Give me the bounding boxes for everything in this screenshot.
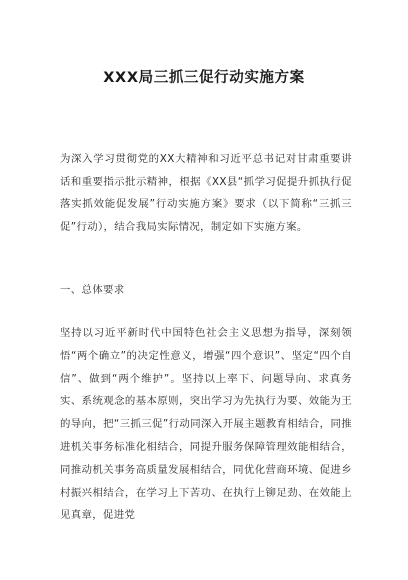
section-body-general-requirements: 坚持以习近平新时代中国特色社会主义思想为指导，深刻领悟“两个确立”的决定性意义，增强“四个意识”、坚定“四个自信”、做到“两个维护”。坚持以上率下、问题导向、求真务实、系统观念的基本原则，突出学习为先执行为要、效能为王的导向，把“三抓三促”行动同深入开展主题教育相结合，同推进机关事务标准化相结合，同提升服务保障管理效能相结合，同推动机关事务高质量发展相结合，同优化营商环境、促进乡村振兴相结合，在学习上下苦功、在执行上铆足劲、在效能上见真章，促进党 [60,327,352,522]
intro-paragraph: 为深入学习贯彻党的XX大精神和习近平总书记对甘肃重要讲话和重要指示批示精神，根据《XX县“抓学习促提升抓执行促落实抓效能促发展”行动实施方案》要求（以下简称“三抓三促”行动），结合我局实际情况，制定如下实施方案。 [60,153,352,233]
section-heading-general-requirements: 一、总体要求 [60,284,125,296]
document-title: XXX局三抓三促行动实施方案 [103,70,305,86]
